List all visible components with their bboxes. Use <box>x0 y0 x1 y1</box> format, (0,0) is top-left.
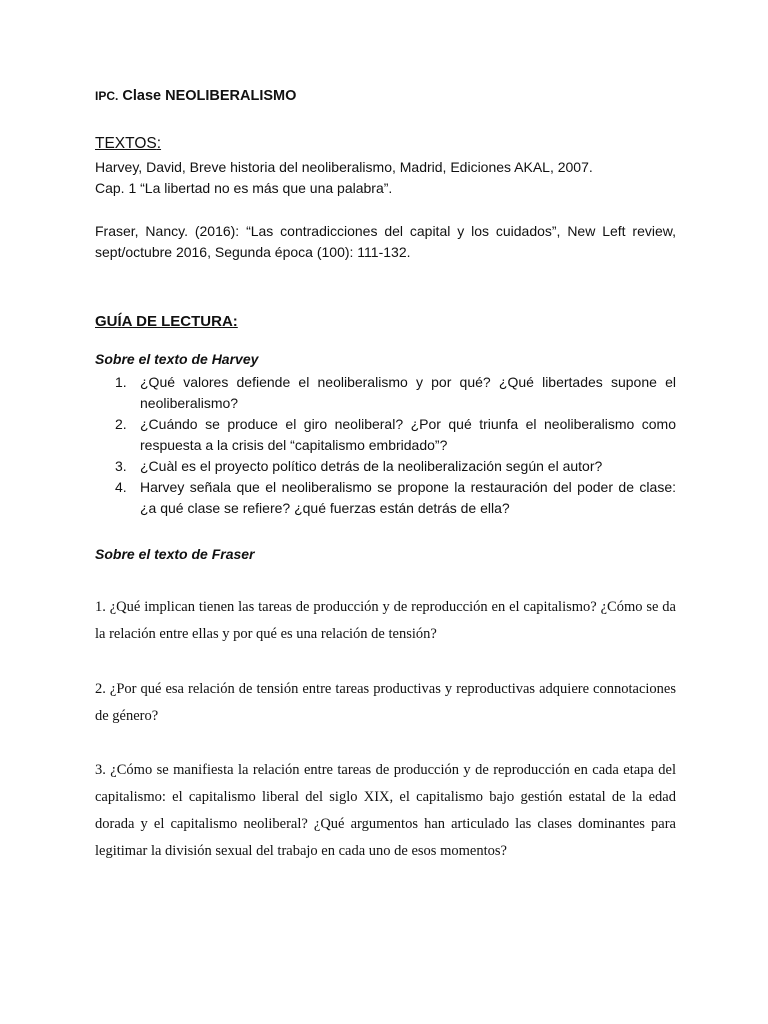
harvey-question-list <box>95 372 676 519</box>
list-item <box>95 477 676 519</box>
list-item <box>95 372 676 414</box>
list-item-text: Harvey señala que el neoliberalismo se propone la restauración del poder de clase: ¿a qué clase se refiere? ¿qué fuerzas están detrás de ella? <box>140 479 676 516</box>
list-item-number: 1. <box>115 374 127 390</box>
list-item-number: 2. <box>115 416 127 432</box>
textos-heading-colon: : <box>156 135 162 152</box>
list-item-number: 3. <box>115 458 127 474</box>
fraser-question-3: 3. ¿Cómo se manifiesta la relación entre tareas de producción y de reproducción en cada etapa del capitalismo: el capitalismo liberal del siglo XIX, el capitalismo bajo gestión estatal de la edad dorada y el capitalismo neoliberal? ¿Qué argumentos han articulado las clases dominantes para legitimar la división sexual del trabajo en cada uno de esos momentos? <box>95 762 676 859</box>
guia-heading: GUÍA DE LECTURA: <box>95 313 238 330</box>
textos-heading-text: TEXTOS <box>95 135 157 152</box>
fraser-section-heading: Sobre el texto de Fraser <box>95 546 255 562</box>
document-title <box>95 86 676 107</box>
title-prefix: IPC. <box>95 89 119 103</box>
harvey-section-heading: Sobre el texto de Harvey <box>95 351 259 367</box>
list-item-number: 4. <box>115 479 127 495</box>
reference-harvey-line1: Harvey, David, Breve historia del neoliberalismo, Madrid, Ediciones AKAL, 2007. <box>95 159 593 175</box>
reference-harvey <box>95 157 676 199</box>
title-main: Clase NEOLIBERALISMO <box>122 88 297 104</box>
textos-heading <box>95 133 676 154</box>
reference-fraser: Fraser, Nancy. (2016): “Las contradicciones del capital y los cuidados”, New Left review, sept/octubre 2016, Segunda época (100): 111-132. <box>95 223 676 260</box>
list-item-text: ¿Cuándo se produce el giro neoliberal? ¿Por qué triunfa el neoliberalismo como respuesta a la crisis del “capitalismo embridado”? <box>140 416 676 453</box>
list-item-text: ¿Qué valores defiende el neoliberalismo y por qué? ¿Qué libertades supone el neoliberalismo? <box>140 374 676 411</box>
list-item <box>95 456 676 477</box>
fraser-question-1: 1. ¿Qué implican tienen las tareas de producción y de reproducción en el capitalismo? ¿Cómo se da la relación entre ellas y por qué es una relación de tensión? <box>95 599 676 642</box>
list-item-text: ¿Cuàl es el proyecto político detrás de la neoliberalización según el autor? <box>140 458 603 474</box>
fraser-question-2: 2. ¿Por qué esa relación de tensión entre tareas productivas y reproductivas adquiere connotaciones de género? <box>95 681 676 724</box>
reference-harvey-line2: Cap. 1 “La libertad no es más que una palabra”. <box>95 180 393 196</box>
list-item <box>95 414 676 456</box>
